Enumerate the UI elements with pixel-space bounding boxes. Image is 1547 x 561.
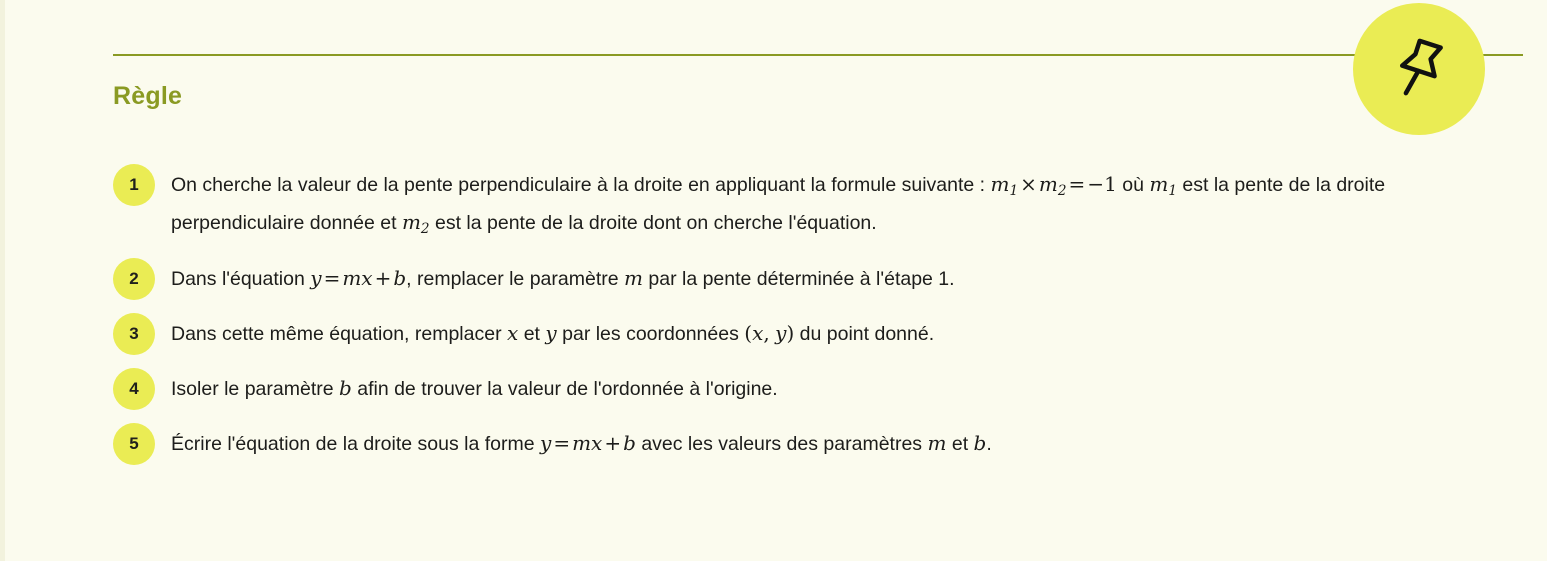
math-plus: + <box>374 265 392 290</box>
step4-text-a: Isoler le paramètre <box>171 377 334 400</box>
math-y: y <box>310 265 322 290</box>
header-divider <box>113 54 1523 56</box>
math-paren-close: ) <box>786 320 795 345</box>
step2-text-d: par la pente déterminée à l'étape 1. <box>648 267 955 290</box>
step3-text-b: par les coordonnées <box>562 322 739 345</box>
step-text <box>171 164 1491 245</box>
math-b-2: b <box>973 430 987 455</box>
math-m2: $m_2$ <box>1038 172 1067 199</box>
pushpin-badge <box>1353 3 1485 135</box>
step-number: 1 <box>113 164 155 206</box>
step3-text-c: du point donné. <box>799 322 935 345</box>
step1-text-c: est la pente de la droite perpendiculaire donnée et <box>171 174 1386 234</box>
math-m: m <box>927 430 947 455</box>
step1-text-b: où <box>1122 174 1144 196</box>
math-mx: mx <box>572 430 603 455</box>
math-coord-x: x <box>752 320 764 345</box>
step-text <box>171 423 992 460</box>
math-equals: = <box>1068 172 1086 196</box>
list-item <box>113 164 1493 245</box>
step-number: 5 <box>113 423 155 465</box>
step2-text-a: Dans l'équation <box>171 267 305 290</box>
math-comma: , <box>763 320 770 345</box>
step2-text-c: , remplacer le paramètre <box>406 267 619 290</box>
math-m1: $m_1$ <box>990 172 1019 199</box>
math-paren-open: ( <box>744 320 753 345</box>
steps-list <box>113 164 1493 478</box>
pushpin-icon <box>1384 34 1454 104</box>
math-y: y <box>540 430 552 455</box>
step5-et: et <box>951 432 969 455</box>
math-m: m <box>624 265 643 290</box>
step-text <box>171 368 778 405</box>
math-times: × <box>1020 172 1037 196</box>
left-accent-bar <box>0 0 5 561</box>
page-title: Règle <box>113 82 183 110</box>
math-equals: = <box>323 265 341 290</box>
step4-text-c: afin de trouver la valeur de l'ordonnée à l'origine. <box>357 377 778 400</box>
step-text <box>171 258 955 295</box>
math-y: y <box>545 320 557 345</box>
math-b: b <box>623 430 636 455</box>
list-item <box>113 258 1493 300</box>
step5-text-c: avec les valeurs des paramètres <box>641 432 923 455</box>
math-b: b <box>393 265 407 290</box>
list-item <box>113 368 1493 410</box>
step3-et: et <box>523 322 540 345</box>
step5-dot: . <box>986 432 992 455</box>
step1-text-d: est la pente de la droite dont on cherche l'équation. <box>434 211 877 234</box>
step3-text-a: Dans cette même équation, remplacer <box>171 322 502 345</box>
step-number: 3 <box>113 313 155 355</box>
math-mx: mx <box>342 265 373 290</box>
math-b: b <box>339 375 352 400</box>
math-coord-y: y <box>775 320 787 345</box>
list-item <box>113 423 1493 465</box>
step-number: 2 <box>113 258 155 300</box>
math-x: x <box>507 320 519 345</box>
step-number: 4 <box>113 368 155 410</box>
math-m2-b: $m_2$ <box>401 209 430 237</box>
step-text <box>171 313 934 350</box>
math-plus: + <box>604 430 622 455</box>
step1-text-a: On cherche la valeur de la pente perpendiculaire à la droite en appliquant la formule suivante : <box>171 174 986 196</box>
step5-text-a: Écrire l'équation de la droite sous la forme <box>171 432 535 455</box>
math-equals: = <box>553 430 571 455</box>
math-m1-b: $m_1$ <box>1149 172 1177 199</box>
math-value: −1 <box>1087 172 1117 196</box>
list-item <box>113 313 1493 355</box>
